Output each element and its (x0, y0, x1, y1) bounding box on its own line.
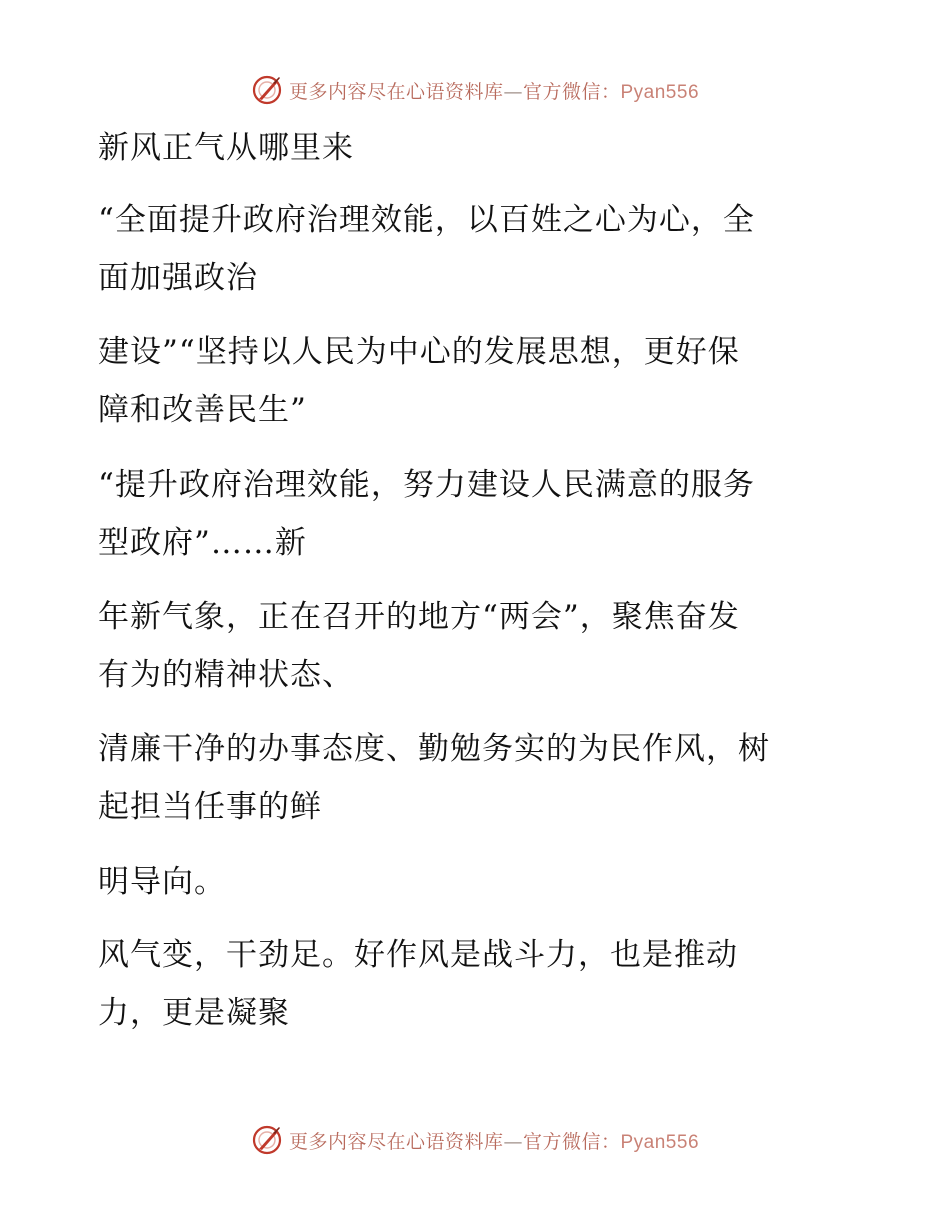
text-line: 有为的精神状态、 (98, 657, 354, 693)
text-line: “全面提升政府治理效能，以百姓之心为心，全 (98, 202, 755, 238)
text-line: 明导向。 (98, 864, 226, 900)
text-line: 新风正气从哪里来 (98, 130, 354, 166)
text-line: 力，更是凝聚 (98, 995, 290, 1031)
watermark-separator: — (503, 80, 523, 103)
watermark-prefix: 更多内容尽在心语资料库 (288, 1130, 504, 1153)
watermark-text (289, 1127, 699, 1154)
text-line: 障和改善民生” (98, 392, 307, 428)
text-line: 风气变，干劲足。好作风是战斗力，也是推动 (98, 937, 738, 973)
text-line: 型政府”……新 (98, 525, 307, 561)
watermark-prefix: 更多内容尽在心语资料库 (288, 80, 504, 103)
text-line: 年新气象，正在召开的地方“两会”，聚焦奋发 (98, 599, 740, 635)
text-line: 建设”“坚持以人民为中心的发展思想，更好保 (98, 334, 740, 370)
text-line: 起担当任事的鲜 (98, 789, 322, 825)
text-line: 面加强政治 (98, 260, 258, 296)
watermark-separator: — (503, 1130, 523, 1153)
watermark-wechat-label: 官方微信： (522, 80, 621, 103)
text-line: “提升政府治理效能，努力建设人民满意的服务 (98, 467, 755, 503)
quill-logo-icon (251, 1124, 283, 1156)
footer-watermark (0, 1120, 950, 1160)
watermark-wechat-id: Pyan556 (620, 81, 700, 103)
watermark-wechat-id: Pyan556 (620, 1131, 700, 1153)
text-line: 清廉干净的办事态度、勤勉务实的为民作风，树 (98, 731, 770, 767)
watermark-wechat-label: 官方微信： (522, 1130, 621, 1153)
